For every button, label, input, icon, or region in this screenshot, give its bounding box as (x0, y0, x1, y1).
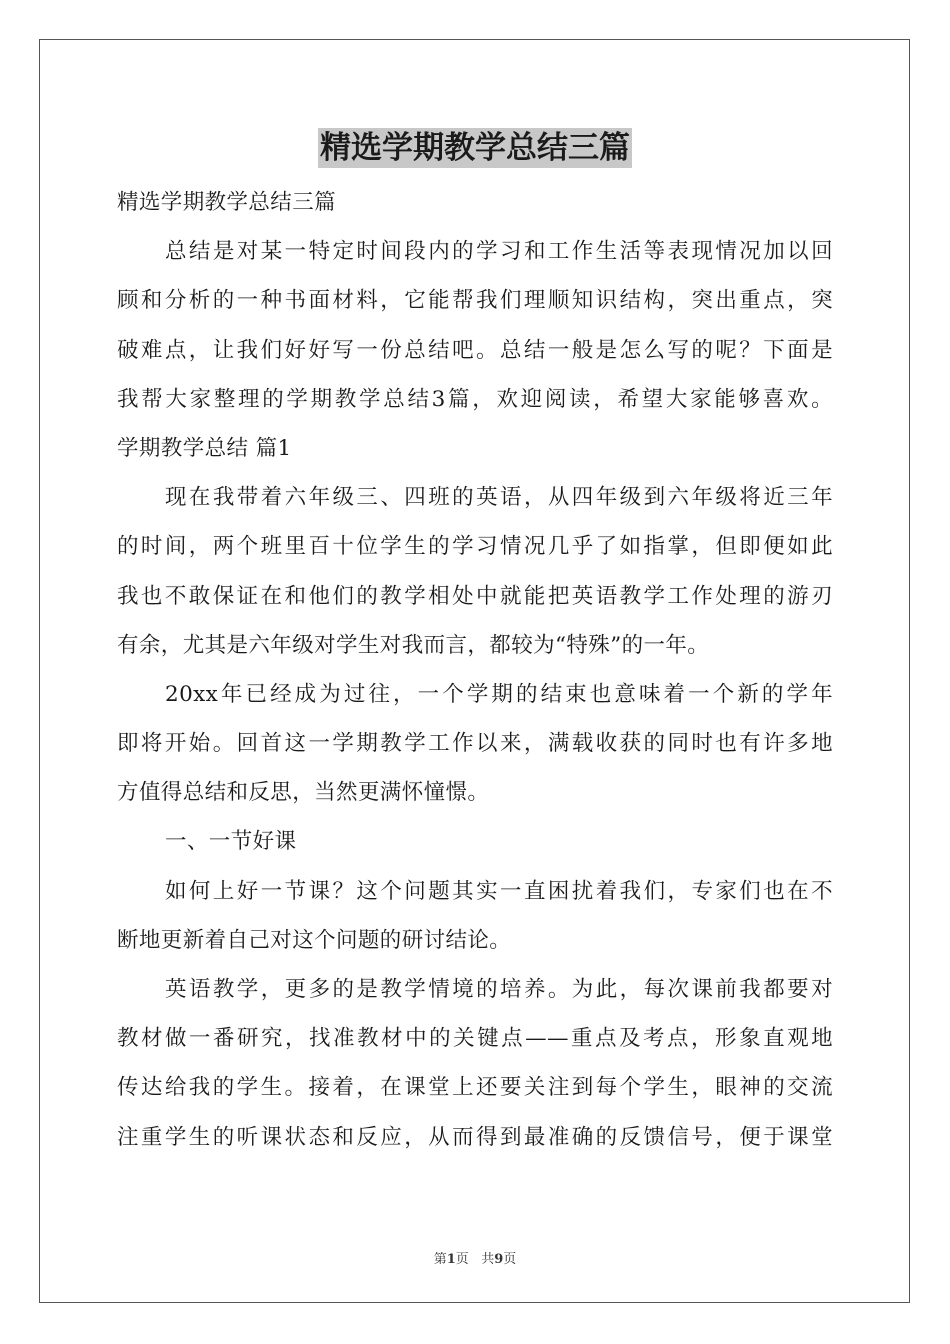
footer-total-prefix: 共 (481, 1252, 495, 1267)
text-line: 方值得总结和反思，当然更满怀憧憬。 (117, 780, 490, 806)
text-line: 有余，尤其是六年级对学生对我而言，都较为“特殊”的一年。 (117, 632, 710, 658)
text-line: 20xx年已经成为过往，一个学期的结束也意味着一个新的学年 (165, 681, 833, 707)
text-line: 即将开始。回首这一学期教学工作以来，满载收获的同时也有许多地 (117, 731, 833, 757)
text-line: 总结是对某一特定时间段内的学习和工作生活等表现情况加以回 (165, 239, 833, 265)
text-line: 英语教学，更多的是教学情境的培养。为此，每次课前我都要对 (165, 977, 833, 1002)
text-line: 我帮大家整理的学期教学总结3篇，欢迎阅读，希望大家能够喜欢。 (117, 386, 833, 412)
text-line: 传达给我的学生。接着，在课堂上还要关注到每个学生，眼神的交流 (117, 1075, 833, 1101)
document-body (117, 178, 833, 1162)
footer-page-number: 1 (446, 1252, 456, 1267)
footer-total-unit: 页 (503, 1252, 517, 1267)
text-line: 注重学生的听课状态和反应，从而得到最准确的反馈信号，便于课堂 (117, 1124, 833, 1150)
text-line: 如何上好一节课？这个问题其实一直困扰着我们，专家们也在不 (165, 878, 833, 904)
text-line: 一、一节好课 (165, 829, 297, 855)
page-footer (0, 1248, 950, 1267)
text-line: 我也不敢保证在和他们的教学相处中就能把英语教学工作处理的游刃 (117, 583, 833, 609)
text-line: 学期教学总结 篇1 (117, 435, 292, 461)
title-container (0, 128, 950, 168)
footer-page-unit: 页 (455, 1252, 469, 1267)
text-line: 断地更新着自己对这个问题的研讨结论。 (117, 927, 512, 953)
footer-total-number: 9 (494, 1252, 504, 1267)
document-title: 精选学期教学总结三篇 (320, 130, 630, 166)
text-line: 教材做一番研究，找准教材中的关键点——重点及考点，形象直观地 (117, 1026, 833, 1052)
text-line: 精选学期教学总结三篇 (117, 190, 337, 215)
text-line: 的时间，两个班里百十位学生的学习情况几乎了如指掌，但即便如此 (117, 534, 833, 560)
text-line: 破难点，让我们好好写一份总结吧。总结一般是怎么写的呢？下面是 (117, 337, 833, 363)
footer-page-prefix: 第 (433, 1252, 447, 1267)
text-line: 现在我带着六年级三、四班的英语，从四年级到六年级将近三年 (165, 485, 833, 511)
text-line: 顾和分析的一种书面材料，它能帮我们理顺知识结构，突出重点，突 (117, 288, 833, 314)
